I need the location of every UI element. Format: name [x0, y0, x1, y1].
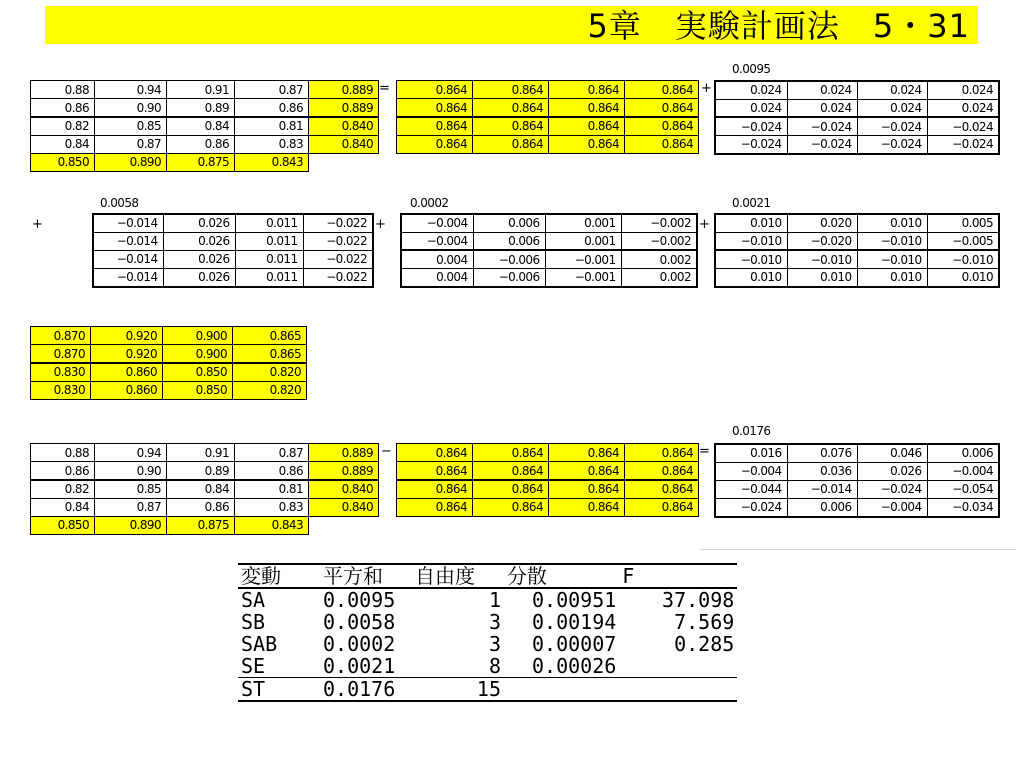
matrix-cell: 0.076	[787, 444, 857, 462]
anova-cell: 0.00026	[532, 654, 617, 678]
anova-cell: 0.0176	[320, 678, 412, 702]
anova-cell: 15	[412, 678, 504, 702]
matrix-row	[31, 345, 307, 363]
matrix-cell: 0.91	[167, 444, 235, 462]
matrix-cell: 0.84	[167, 117, 235, 135]
matrix-cell: −0.034	[927, 499, 999, 517]
matrix-cell: 0.850	[31, 516, 95, 534]
anova-cell: ST	[238, 678, 320, 702]
matrix-cell: 0.86	[167, 498, 235, 516]
matrix-cell: −0.001	[545, 250, 621, 268]
matrix-cell: 0.010	[857, 269, 927, 287]
matrix-cell: 0.85	[95, 117, 167, 135]
matrix-cell: 0.006	[927, 444, 999, 462]
plus-sign: +	[701, 81, 712, 96]
matrix-row	[397, 480, 699, 498]
matrix-cell: 0.864	[397, 444, 473, 462]
interaction-ab-label: 0.0002	[410, 196, 449, 210]
observed-matrix	[30, 80, 379, 172]
matrix-cell: 0.026	[163, 269, 235, 287]
anova-cell	[619, 655, 737, 678]
anova-cell	[619, 678, 737, 702]
matrix-cell: −0.002	[621, 232, 697, 250]
matrix-cell: 0.001	[545, 232, 621, 250]
matrix-cell: 0.006	[473, 232, 545, 250]
matrix-cell: 0.88	[31, 444, 95, 462]
anova-header-cell: 変動	[238, 564, 320, 588]
matrix-cell: 0.840	[309, 480, 379, 498]
matrix-cell: 0.864	[397, 462, 473, 480]
matrix-row	[401, 269, 697, 287]
matrix-cell: 0.001	[545, 214, 621, 232]
matrix-cell: 0.83	[235, 498, 309, 516]
matrix-cell: 0.864	[625, 99, 699, 117]
matrix-cell: 0.860	[91, 381, 163, 399]
matrix-cell: 0.006	[473, 214, 545, 232]
effect-b-matrix	[92, 213, 374, 288]
separator-line	[700, 549, 1016, 550]
matrix-cell: −0.024	[715, 499, 787, 517]
matrix-cell: −0.004	[715, 462, 787, 480]
matrix-row	[397, 444, 699, 462]
anova-header-row	[238, 564, 737, 588]
matrix-cell: 0.864	[473, 498, 549, 516]
matrix-cell: 0.026	[857, 462, 927, 480]
matrix-cell: 0.850	[163, 363, 233, 381]
matrix-cell: −0.004	[401, 214, 473, 232]
matrix-row	[93, 214, 373, 232]
matrix-cell: 0.026	[163, 214, 235, 232]
matrix-cell: 0.889	[309, 99, 379, 117]
matrix-row	[401, 232, 697, 250]
matrix-cell: 0.011	[235, 232, 303, 250]
matrix-cell: 0.020	[787, 214, 857, 232]
matrix-cell: −0.024	[857, 117, 927, 135]
matrix-cell: 0.864	[397, 480, 473, 498]
matrix-cell: 0.024	[857, 99, 927, 117]
matrix-cell: 0.875	[167, 153, 235, 171]
matrix-row	[715, 81, 999, 99]
matrix-cell: 0.864	[397, 117, 473, 135]
matrix-cell: −0.004	[927, 462, 999, 480]
anova-row	[238, 633, 737, 655]
matrix-cell: 0.87	[95, 498, 167, 516]
matrix-cell: −0.010	[857, 250, 927, 268]
matrix-cell: −0.024	[787, 136, 857, 154]
matrix-row	[31, 462, 379, 480]
matrix-cell: 0.024	[787, 99, 857, 117]
matrix-cell: 0.850	[163, 381, 233, 399]
error-matrix	[714, 213, 1000, 288]
anova-header-cell: 分散	[504, 564, 619, 588]
matrix-cell: 0.864	[549, 135, 625, 153]
deviation-label: 0.0176	[732, 424, 771, 438]
anova-row	[238, 588, 737, 611]
matrix-cell: −0.014	[93, 250, 163, 268]
matrix-cell: −0.010	[927, 250, 999, 268]
interaction-ab-matrix	[400, 213, 698, 288]
matrix-row	[715, 480, 999, 498]
matrix-cell: −0.024	[927, 117, 999, 135]
slide-title: 5章 実験計画法 5・31	[587, 7, 970, 45]
matrix-cell: 0.024	[857, 81, 927, 99]
matrix-cell: 0.90	[95, 462, 167, 480]
matrix-cell: 0.864	[473, 117, 549, 135]
matrix-cell: 0.010	[715, 214, 787, 232]
anova-cell: 0.00007	[532, 632, 617, 656]
matrix-row	[31, 153, 379, 171]
matrix-row	[31, 444, 379, 462]
matrix-row	[401, 214, 697, 232]
matrix-cell: 0.850	[31, 153, 95, 171]
matrix-row	[397, 81, 699, 99]
matrix-cell: 0.830	[31, 381, 91, 399]
matrix-row	[31, 117, 379, 135]
anova-cell: 0.0095	[323, 588, 396, 612]
anova-body	[238, 588, 737, 701]
matrix-cell: −0.010	[715, 250, 787, 268]
matrix-row	[715, 499, 999, 517]
matrix-cell: 0.875	[167, 516, 235, 534]
matrix-cell: 0.864	[549, 462, 625, 480]
matrix-cell: 0.843	[235, 516, 309, 534]
anova-cell: SE	[241, 654, 266, 678]
matrix-row	[31, 363, 307, 381]
matrix-cell: 0.864	[549, 81, 625, 99]
matrix-cell: 0.011	[235, 250, 303, 268]
matrix-cell: −0.022	[303, 214, 373, 232]
equals-sign: =	[379, 81, 390, 96]
matrix-cell: 0.046	[857, 444, 927, 462]
matrix-cell: −0.002	[621, 214, 697, 232]
matrix-cell: 0.002	[621, 269, 697, 287]
anova-cell: 0.0058	[323, 610, 396, 634]
matrix-cell: 0.87	[235, 81, 309, 99]
matrix-cell: 0.016	[715, 444, 787, 462]
matrix-cell: 0.87	[235, 444, 309, 462]
matrix-cell: −0.024	[715, 136, 787, 154]
anova-cell: 3	[488, 632, 501, 656]
matrix-cell: 0.011	[235, 269, 303, 287]
matrix-cell: 0.865	[233, 345, 307, 363]
matrix-cell: 0.820	[233, 381, 307, 399]
matrix-cell: 0.864	[625, 498, 699, 516]
matrix-cell: 0.864	[473, 480, 549, 498]
matrix-cell: 0.864	[625, 480, 699, 498]
matrix-row	[715, 232, 999, 250]
matrix-cell: 0.81	[235, 117, 309, 135]
matrix-cell: 0.86	[31, 462, 95, 480]
matrix-cell: 0.890	[95, 153, 167, 171]
matrix-cell: 0.011	[235, 214, 303, 232]
matrix-cell: 0.864	[397, 135, 473, 153]
matrix-cell: 0.94	[95, 81, 167, 99]
matrix-cell: 0.86	[167, 135, 235, 153]
matrix-cell: −0.020	[787, 232, 857, 250]
matrix-cell: 0.85	[95, 480, 167, 498]
matrix-cell: 0.86	[235, 99, 309, 117]
matrix-cell: 0.900	[163, 345, 233, 363]
matrix-row	[715, 462, 999, 480]
matrix-cell: 0.864	[473, 99, 549, 117]
matrix-cell: 0.024	[715, 99, 787, 117]
matrix-cell: −0.001	[545, 269, 621, 287]
matrix-cell: −0.024	[715, 117, 787, 135]
matrix-cell: −0.005	[927, 232, 999, 250]
anova-cell: 0.0021	[323, 654, 396, 678]
anova-row	[238, 611, 737, 633]
matrix-cell: 0.864	[397, 498, 473, 516]
error-label: 0.0021	[732, 196, 771, 210]
matrix-cell: 0.026	[163, 250, 235, 268]
matrix-cell: −0.024	[857, 480, 927, 498]
matrix-cell: 0.010	[927, 269, 999, 287]
matrix-cell: 0.920	[91, 345, 163, 363]
matrix-cell: −0.054	[927, 480, 999, 498]
matrix-cell: 0.004	[401, 250, 473, 268]
matrix-cell: 0.870	[31, 327, 91, 345]
matrix-cell: 0.87	[95, 135, 167, 153]
matrix-cell: 0.84	[167, 480, 235, 498]
matrix-cell: −0.014	[93, 269, 163, 287]
matrix-cell: −0.014	[93, 214, 163, 232]
matrix-row	[31, 516, 379, 534]
matrix-cell: 0.864	[397, 99, 473, 117]
matrix-cell: −0.004	[401, 232, 473, 250]
anova-cell	[504, 678, 619, 702]
matrix-row	[715, 117, 999, 135]
anova-cell: 3	[488, 610, 501, 634]
matrix-cell: 0.86	[235, 462, 309, 480]
anova-header-cell: 自由度	[412, 564, 504, 588]
matrix-cell: −0.022	[303, 250, 373, 268]
matrix-cell: 0.036	[787, 462, 857, 480]
matrix-cell: 0.94	[95, 444, 167, 462]
matrix-cell: 0.84	[31, 498, 95, 516]
matrix-row	[93, 250, 373, 268]
matrix-cell: 0.864	[549, 99, 625, 117]
matrix-cell: 0.82	[31, 117, 95, 135]
matrix-cell: 0.864	[549, 444, 625, 462]
matrix-row	[397, 99, 699, 117]
grand-mean-matrix-2	[396, 443, 699, 517]
matrix-cell: 0.024	[927, 81, 999, 99]
matrix-cell: 0.840	[309, 498, 379, 516]
matrix-cell: 0.864	[549, 117, 625, 135]
matrix-cell: 0.830	[31, 363, 91, 381]
minus-sign: −	[381, 444, 392, 459]
matrix-cell: 0.870	[31, 345, 91, 363]
anova-cell: 1	[488, 588, 501, 612]
matrix-row	[31, 327, 307, 345]
effect-a-label: 0.0095	[732, 62, 771, 76]
matrix-cell: 0.89	[167, 99, 235, 117]
matrix-cell: −0.010	[787, 250, 857, 268]
matrix-cell: 0.900	[163, 327, 233, 345]
plus-sign: +	[699, 217, 710, 232]
matrix-cell: 0.860	[91, 363, 163, 381]
matrix-cell: 0.864	[625, 444, 699, 462]
matrix-row	[715, 99, 999, 117]
matrix-cell: 0.024	[715, 81, 787, 99]
anova-cell: 7.569	[674, 610, 735, 634]
matrix-cell: 0.006	[787, 499, 857, 517]
matrix-cell: 0.820	[233, 363, 307, 381]
title-bar	[45, 6, 978, 44]
matrix-cell: 0.864	[473, 462, 549, 480]
matrix-cell: 0.843	[235, 153, 309, 171]
anova-cell: SA	[241, 588, 266, 612]
matrix-cell: 0.83	[235, 135, 309, 153]
matrix-cell: 0.864	[625, 135, 699, 153]
matrix-cell: 0.864	[625, 462, 699, 480]
anova-cell: 0.00194	[532, 610, 617, 634]
matrix-cell	[309, 516, 379, 534]
anova-row	[238, 655, 737, 678]
matrix-cell: −0.004	[857, 499, 927, 517]
observed-matrix-2	[30, 443, 379, 535]
matrix-cell: 0.864	[473, 135, 549, 153]
matrix-cell: −0.044	[715, 480, 787, 498]
matrix-row	[93, 269, 373, 287]
matrix-cell: 0.004	[401, 269, 473, 287]
matrix-cell: 0.81	[235, 480, 309, 498]
matrix-cell: 0.024	[787, 81, 857, 99]
matrix-row	[31, 498, 379, 516]
matrix-cell: −0.024	[787, 117, 857, 135]
anova-header-cell: F	[619, 564, 737, 588]
matrix-row	[715, 214, 999, 232]
matrix-cell: 0.84	[31, 135, 95, 153]
matrix-row	[31, 480, 379, 498]
anova-cell: 37.098	[662, 588, 735, 612]
matrix-row	[715, 269, 999, 287]
matrix-cell: 0.889	[309, 81, 379, 99]
matrix-cell: 0.010	[715, 269, 787, 287]
matrix-row	[715, 250, 999, 268]
matrix-cell: 0.90	[95, 99, 167, 117]
anova-cell: 0.285	[674, 632, 735, 656]
matrix-cell	[309, 153, 379, 171]
anova-row	[238, 678, 737, 702]
matrix-cell: 0.010	[857, 214, 927, 232]
matrix-row	[715, 136, 999, 154]
anova-cell: SAB	[241, 632, 278, 656]
matrix-cell: 0.005	[927, 214, 999, 232]
matrix-cell: 0.865	[233, 327, 307, 345]
matrix-cell: 0.010	[787, 269, 857, 287]
matrix-cell: 0.920	[91, 327, 163, 345]
matrix-cell: 0.002	[621, 250, 697, 268]
deviation-matrix	[714, 443, 1000, 518]
matrix-cell: 0.864	[473, 81, 549, 99]
matrix-cell: 0.024	[927, 99, 999, 117]
anova-cell: 8	[488, 654, 501, 678]
matrix-cell: 0.864	[625, 81, 699, 99]
matrix-cell: −0.024	[857, 136, 927, 154]
matrix-cell: −0.014	[93, 232, 163, 250]
anova-cell: 0.0002	[323, 632, 396, 656]
grand-mean-matrix	[396, 80, 699, 154]
matrix-cell: −0.006	[473, 269, 545, 287]
matrix-cell: −0.010	[715, 232, 787, 250]
matrix-cell: −0.024	[927, 136, 999, 154]
matrix-cell: −0.022	[303, 269, 373, 287]
matrix-row	[397, 135, 699, 153]
matrix-cell: 0.840	[309, 135, 379, 153]
anova-cell: SB	[241, 610, 266, 634]
matrix-cell: 0.889	[309, 462, 379, 480]
anova-header-cell: 平方和	[320, 564, 412, 588]
anova-cell: 0.00951	[532, 588, 617, 612]
matrix-row	[31, 81, 379, 99]
equals-sign: =	[699, 444, 710, 459]
cell-means-matrix	[30, 326, 307, 400]
matrix-row	[93, 232, 373, 250]
matrix-row	[715, 444, 999, 462]
matrix-cell: 0.864	[625, 117, 699, 135]
matrix-cell: 0.889	[309, 444, 379, 462]
plus-sign: +	[32, 217, 43, 232]
matrix-cell: −0.022	[303, 232, 373, 250]
matrix-row	[31, 99, 379, 117]
matrix-row	[31, 381, 307, 399]
matrix-cell: −0.010	[857, 232, 927, 250]
matrix-cell: 0.864	[549, 498, 625, 516]
matrix-cell: 0.89	[167, 462, 235, 480]
matrix-cell: −0.014	[787, 480, 857, 498]
matrix-row	[397, 462, 699, 480]
matrix-cell: 0.864	[397, 81, 473, 99]
anova-table	[238, 563, 737, 702]
matrix-cell: 0.88	[31, 81, 95, 99]
matrix-cell: 0.864	[549, 480, 625, 498]
plus-sign: +	[375, 217, 386, 232]
matrix-cell: 0.864	[473, 444, 549, 462]
matrix-row	[397, 117, 699, 135]
effect-a-matrix	[714, 80, 1000, 155]
matrix-cell: −0.006	[473, 250, 545, 268]
matrix-cell: 0.91	[167, 81, 235, 99]
matrix-cell: 0.840	[309, 117, 379, 135]
matrix-cell: 0.890	[95, 516, 167, 534]
matrix-row	[31, 135, 379, 153]
effect-b-label: 0.0058	[100, 196, 139, 210]
matrix-row	[397, 498, 699, 516]
matrix-cell: 0.86	[31, 99, 95, 117]
matrix-cell: 0.026	[163, 232, 235, 250]
matrix-row	[401, 250, 697, 268]
matrix-cell: 0.82	[31, 480, 95, 498]
